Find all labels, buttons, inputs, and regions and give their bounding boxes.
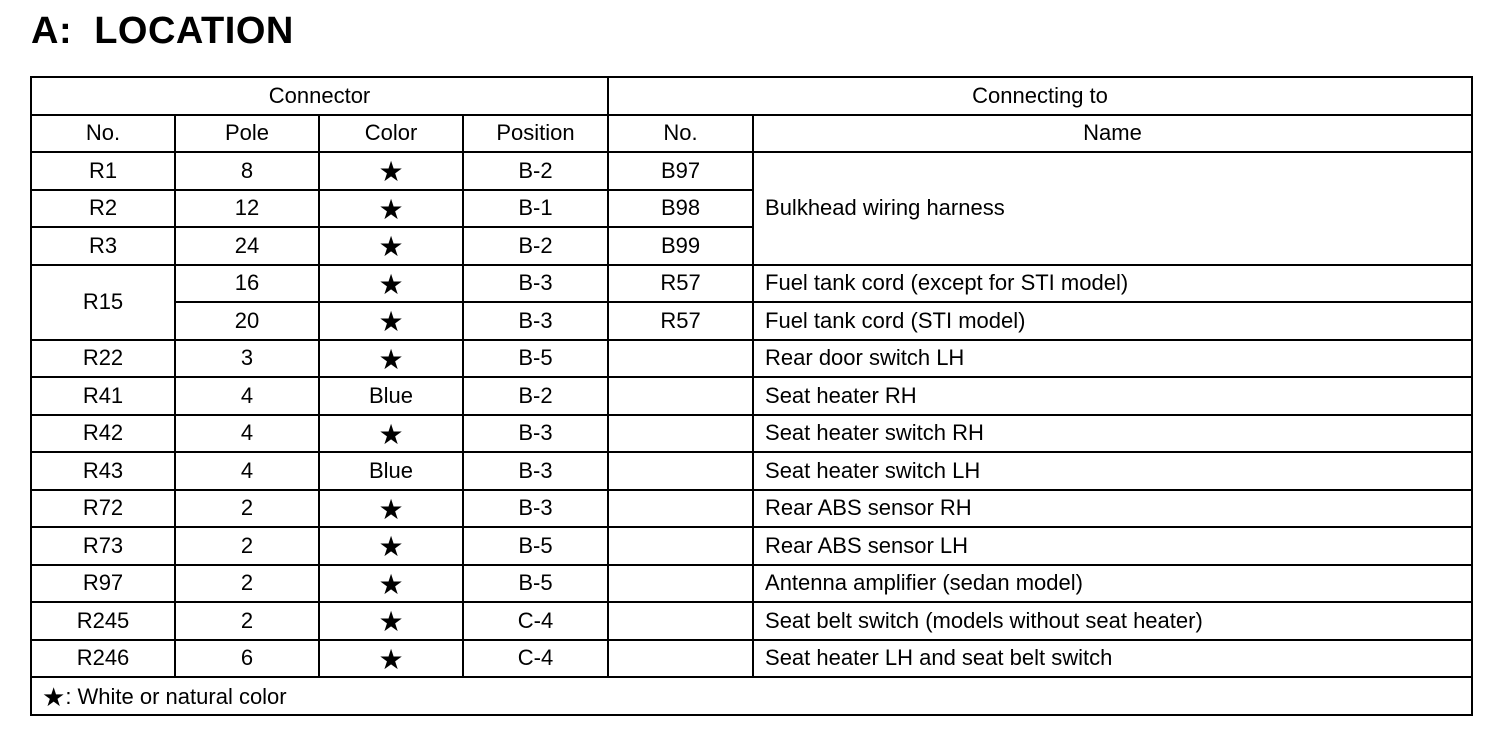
cell-conn-no: R57	[608, 302, 753, 340]
footnote	[31, 677, 1472, 715]
page-title: A: LOCATION	[31, 10, 294, 52]
cell-position: B-5	[463, 340, 608, 378]
header-row	[31, 115, 1472, 153]
table-row	[31, 377, 1472, 415]
table-row	[31, 602, 1472, 640]
star-icon: ★	[378, 193, 404, 225]
footnote-row	[31, 677, 1472, 715]
star-icon: ★	[378, 268, 404, 300]
star-icon: ★	[42, 681, 66, 712]
cell-position: B-5	[463, 565, 608, 603]
cell-pole: 2	[175, 602, 319, 640]
star-icon: ★	[378, 531, 404, 563]
table-row	[31, 152, 1472, 190]
cell-no: R73	[31, 527, 175, 565]
cell-conn-no	[608, 340, 753, 378]
cell-pole: 20	[175, 302, 319, 340]
cell-color	[319, 190, 463, 228]
cell-pole: 16	[175, 265, 319, 303]
cell-color	[319, 527, 463, 565]
cell-pole: 12	[175, 190, 319, 228]
cell-pole: 4	[175, 452, 319, 490]
cell-no: R72	[31, 490, 175, 528]
star-icon: ★	[378, 231, 404, 263]
star-icon: ★	[378, 343, 404, 375]
header-pole: Pole	[175, 115, 319, 153]
cell-no: R22	[31, 340, 175, 378]
star-icon: ★	[378, 418, 404, 450]
cell-conn-no	[608, 565, 753, 603]
cell-conn-no	[608, 415, 753, 453]
cell-color	[319, 265, 463, 303]
cell-conn-no: R57	[608, 265, 753, 303]
cell-color	[319, 490, 463, 528]
cell-color	[319, 340, 463, 378]
table-row	[31, 452, 1472, 490]
cell-name: Rear door switch LH	[753, 340, 1472, 378]
cell-conn-no	[608, 377, 753, 415]
cell-color	[319, 415, 463, 453]
cell-pole: 24	[175, 227, 319, 265]
header-no: No.	[31, 115, 175, 153]
table-row	[31, 265, 1472, 303]
table-row	[31, 340, 1472, 378]
cell-conn-no: B98	[608, 190, 753, 228]
cell-color	[319, 602, 463, 640]
cell-name: Seat belt switch (models without seat heater)	[753, 602, 1472, 640]
cell-position: B-2	[463, 227, 608, 265]
star-icon: ★	[378, 493, 404, 525]
header-conn-no: No.	[608, 115, 753, 153]
table-row	[31, 527, 1472, 565]
cell-no: R245	[31, 602, 175, 640]
cell-position: B-3	[463, 415, 608, 453]
cell-name: Seat heater LH and seat belt switch	[753, 640, 1472, 678]
cell-pole: 3	[175, 340, 319, 378]
cell-pole: 2	[175, 490, 319, 528]
cell-conn-no	[608, 452, 753, 490]
cell-color	[319, 565, 463, 603]
cell-name: Seat heater switch RH	[753, 415, 1472, 453]
cell-name: Seat heater RH	[753, 377, 1472, 415]
cell-name: Antenna amplifier (sedan model)	[753, 565, 1472, 603]
cell-conn-no	[608, 602, 753, 640]
cell-no: R42	[31, 415, 175, 453]
cell-position: B-1	[463, 190, 608, 228]
cell-position: B-3	[463, 490, 608, 528]
cell-position: B-5	[463, 527, 608, 565]
cell-conn-no	[608, 490, 753, 528]
star-icon: ★	[378, 568, 404, 600]
cell-color	[319, 302, 463, 340]
cell-name: Rear ABS sensor LH	[753, 527, 1472, 565]
cell-conn-no	[608, 640, 753, 678]
cell-pole: 4	[175, 415, 319, 453]
cell-pole: 8	[175, 152, 319, 190]
cell-color	[319, 227, 463, 265]
header-name: Name	[753, 115, 1472, 153]
header-group-row	[31, 77, 1472, 115]
table-row	[31, 490, 1472, 528]
cell-no: R1	[31, 152, 175, 190]
header-position: Position	[463, 115, 608, 153]
cell-pole: 2	[175, 565, 319, 603]
cell-conn-no	[608, 527, 753, 565]
connector-location-table	[30, 76, 1473, 716]
cell-position: B-3	[463, 302, 608, 340]
header-color: Color	[319, 115, 463, 153]
cell-no: R3	[31, 227, 175, 265]
cell-conn-no: B97	[608, 152, 753, 190]
cell-position: B-3	[463, 452, 608, 490]
cell-conn-no: B99	[608, 227, 753, 265]
cell-position: C-4	[463, 602, 608, 640]
cell-position: C-4	[463, 640, 608, 678]
cell-color	[319, 152, 463, 190]
table-row	[31, 415, 1472, 453]
cell-pole: 4	[175, 377, 319, 415]
cell-pole: 2	[175, 527, 319, 565]
cell-color: Blue	[319, 452, 463, 490]
cell-no: R15	[31, 265, 175, 340]
cell-position: B-3	[463, 265, 608, 303]
star-icon: ★	[378, 606, 404, 638]
star-icon: ★	[378, 306, 404, 338]
table-row	[31, 640, 1472, 678]
cell-name: Bulkhead wiring harness	[753, 152, 1472, 265]
star-icon: ★	[378, 156, 404, 188]
cell-color	[319, 640, 463, 678]
table-row	[31, 565, 1472, 603]
header-connector: Connector	[31, 77, 608, 115]
cell-no: R97	[31, 565, 175, 603]
cell-color: Blue	[319, 377, 463, 415]
cell-no: R43	[31, 452, 175, 490]
cell-no: R2	[31, 190, 175, 228]
table-row	[31, 302, 1472, 340]
footnote-text: : White or natural color	[65, 683, 287, 709]
cell-name: Rear ABS sensor RH	[753, 490, 1472, 528]
cell-name: Seat heater switch LH	[753, 452, 1472, 490]
cell-position: B-2	[463, 377, 608, 415]
cell-pole: 6	[175, 640, 319, 678]
cell-position: B-2	[463, 152, 608, 190]
header-connecting-to: Connecting to	[608, 77, 1472, 115]
cell-name: Fuel tank cord (except for STI model)	[753, 265, 1472, 303]
star-icon: ★	[378, 643, 404, 675]
cell-no: R41	[31, 377, 175, 415]
table-body	[31, 77, 1472, 715]
cell-no: R246	[31, 640, 175, 678]
cell-name: Fuel tank cord (STI model)	[753, 302, 1472, 340]
